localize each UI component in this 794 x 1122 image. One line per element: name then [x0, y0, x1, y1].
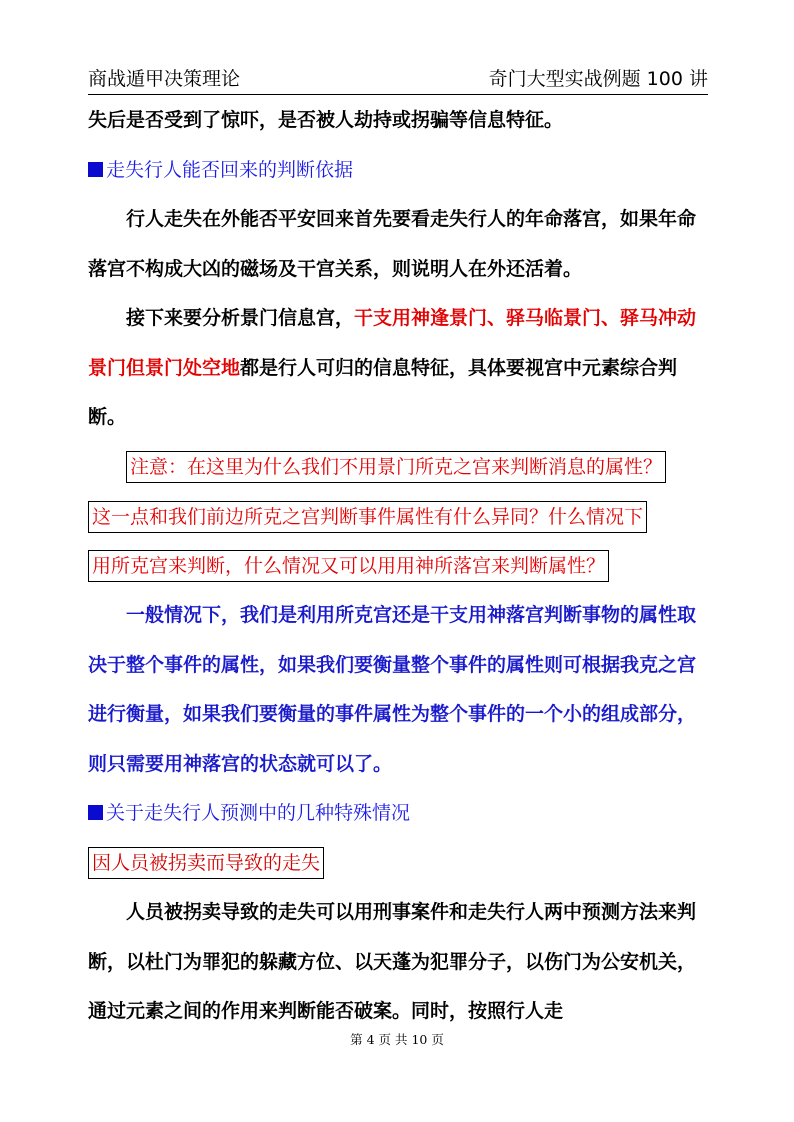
section-heading-1 [88, 146, 712, 196]
note-box-line-3: 用所克宫来判断，什么情况又可以用用神所落宫来判断属性？ [88, 550, 609, 582]
note-box-line-2: 这一点和我们前边所克之宫判断事件属性有什么异同？什么情况下 [88, 501, 647, 533]
note-line-1 [88, 443, 712, 493]
page-footer: 第 4 页 共 10 页 [350, 1032, 444, 1047]
page-header [88, 64, 708, 95]
paragraph-3-highlight: 干支用神逢景门、驿马临景门、驿马冲动景门但景门处空地 [88, 307, 697, 379]
note-line-2 [88, 492, 712, 542]
paragraph-1: 失后是否受到了惊吓，是否被人劫持或拐骗等信息特征。 [88, 109, 564, 131]
paragraph-5: 人员被拐卖导致的走失可以用刑事案件和走失行人两中预测方法来判断，以杜门为罪犯的躲藏方位、以天蓬为犯罪分子，以伤门为公安机关，通过元素之间的作用来判断能否破案。同时，按照行人走 [88, 901, 697, 1022]
section-heading-2 [88, 789, 712, 839]
section-heading-1-text: 走失行人能否回来的判断依据 [106, 158, 354, 181]
paragraph-4: 一般情况下，我们是利用所克宫还是干支用神落宫判断事物的属性取决于整个事件的属性，如果我们要衡量整个事件的属性则可根据我克之宫进行衡量，如果我们要衡量的事件属性为整个事件的一个小的组成部分，则只需要用神落宫的状态就可以了。 [88, 604, 697, 775]
subheading-line [88, 839, 712, 889]
note-line-3 [88, 542, 712, 592]
note-box-line-1: 注意：在这里为什么我们不用景门所克之宫来判断消息的属性？ [126, 451, 666, 483]
header-left-title: 商战遁甲决策理论 [88, 68, 241, 90]
paragraph-2: 行人走失在外能否平安回来首先要看走失行人的年命落宫，如果年命落宫不构成大凶的磁场及干宫关系，则说明人在外还活着。 [88, 208, 697, 280]
square-bullet-icon [88, 162, 103, 177]
subheading-box: 因人员被拐卖而导致的走失 [88, 847, 324, 879]
paragraph-3-intro: 接下来要分析景门信息宫， [126, 307, 355, 329]
header-right-title: 奇门大型实战例题 100 讲 [488, 68, 708, 90]
section-heading-2-text: 关于走失行人预测中的几种特殊情况 [106, 802, 411, 824]
paragraph-3 [88, 294, 712, 443]
paragraph-3-rest: 都是行人可归的信息特征，具体要视宫中元素综合判断。 [88, 356, 678, 428]
square-bullet-icon [88, 805, 103, 820]
page-body [88, 96, 712, 1037]
